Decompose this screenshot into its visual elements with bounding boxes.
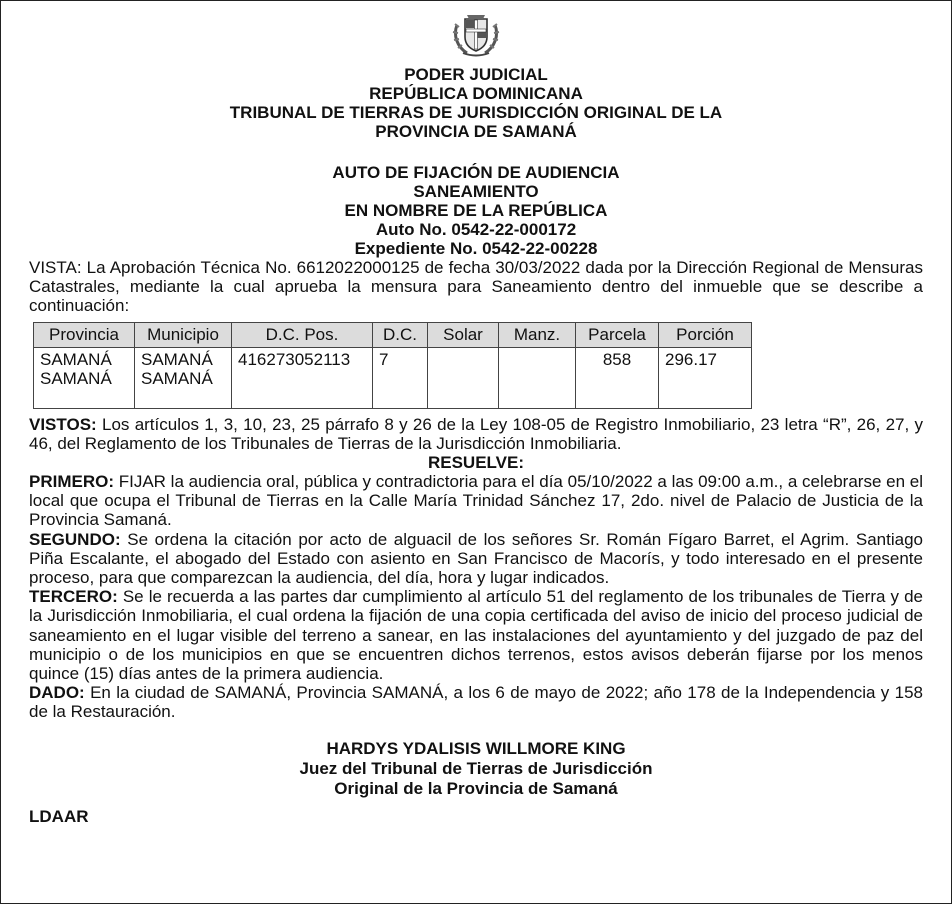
vistos-paragraph <box>29 415 923 453</box>
dado-text: En la ciudad de SAMANÁ, Provincia SAMANÁ, a los 6 de mayo de 2022; año 178 de la Independencia y 158 de la Restauración. <box>29 683 923 722</box>
cell-parcela: 858 <box>576 347 659 408</box>
tercero-paragraph <box>29 587 923 683</box>
judge-role-line-2: Original de la Provincia de Samaná <box>334 778 618 798</box>
vistos-text: Los artículos 1, 3, 10, 23, 25 párrafo 8 y 26 de la Ley 108-05 de Registro Inmobiliario, 23 letra “R”, 26, 27, y 46, del Reglamento de los Tribunales de Tierras de la Jurisdicción Inmobiliaria. <box>29 414 923 453</box>
title-line-3: EN NOMBRE DE LA REPÚBLICA <box>344 201 608 220</box>
col-header: Manz. <box>499 322 576 347</box>
signature-block <box>29 739 923 799</box>
segundo-paragraph <box>29 530 923 588</box>
parcel-table <box>33 322 752 409</box>
title-line-1: AUTO DE FIJACIÓN DE AUDIENCIA <box>332 163 620 182</box>
segundo-label: SEGUNDO: <box>29 529 121 549</box>
cell-text: SAMANÁ <box>40 349 112 369</box>
seal-container <box>29 1 923 61</box>
coat-of-arms-icon <box>451 11 501 57</box>
vistos-label: VISTOS: <box>29 414 97 434</box>
table-row <box>34 347 752 408</box>
judge-role-line-1: Juez del Tribunal de Tierras de Jurisdicción <box>299 758 653 778</box>
primero-text: FIJAR la audiencia oral, pública y contradictoria para el día 05/10/2022 a las 09:00 a.m., a celebrarse en el local que ocupa el Tribunal de Tierras en la Calle María Trinidad Sánchez 17, 2do. nivel de Palacio de Justicia de la Provincia Samaná. <box>29 472 923 530</box>
judge-name: HARDYS YDALISIS WILLMORE KING <box>326 738 626 758</box>
cell-text: SAMANÁ <box>40 368 112 388</box>
vista-paragraph: VISTA: La Aprobación Técnica No. 6612022000125 de fecha 30/03/2022 dada por la Dirección Regional de Mensuras Catastrales, mediante la cual aprueba la mensura para Saneamiento dentro del inmueble que se describe a continuación: <box>29 258 923 316</box>
primero-paragraph <box>29 472 923 530</box>
cell-manz <box>499 347 576 408</box>
col-header: D.C. Pos. <box>232 322 373 347</box>
col-header: Parcela <box>576 322 659 347</box>
segundo-text: Se ordena la citación por acto de alguacil de los señores Sr. Román Fígaro Barret, el Agrim. Santiago Piña Escalante, el abogado del Estado con asiento en San Francisco de Macorís, y todo interesado en el presente proceso, para que comparezcan la audiencia, del día, hora y lugar indicados. <box>29 529 923 588</box>
col-header: Municipio <box>135 322 232 347</box>
tercero-label: TERCERO: <box>29 587 118 607</box>
primero-label: PRIMERO: <box>29 472 114 492</box>
col-header: Provincia <box>34 322 135 347</box>
header-line-4: PROVINCIA DE SAMANÁ <box>375 122 577 141</box>
header-line-2: REPÚBLICA DOMINICANA <box>369 84 583 103</box>
header-line-1: PODER JUDICIAL <box>404 65 548 84</box>
cell-provincia <box>34 347 135 408</box>
col-header: Porción <box>659 322 752 347</box>
dado-label: DADO: <box>29 683 85 703</box>
cell-text: SAMANÁ <box>141 349 213 369</box>
expediente-number: Expediente No. 0542-22-00228 <box>354 239 598 258</box>
cell-solar <box>428 347 499 408</box>
title-line-2: SANEAMIENTO <box>413 182 539 201</box>
cell-municipio <box>135 347 232 408</box>
cell-dc-pos: 416273052113 <box>232 347 373 408</box>
col-header: D.C. <box>373 322 428 347</box>
cell-text: SAMANÁ <box>141 368 213 388</box>
dado-paragraph <box>29 683 923 721</box>
initials: LDAAR <box>29 806 89 826</box>
resuelve-heading: RESUELVE: <box>427 453 525 473</box>
table-header-row <box>34 322 752 347</box>
header-line-3: TRIBUNAL DE TIERRAS DE JURISDICCIÓN ORIGINAL DE LA <box>229 103 723 122</box>
court-header <box>29 65 923 141</box>
document-title <box>29 163 923 258</box>
cell-dc: 7 <box>373 347 428 408</box>
cell-porcion: 296.17 <box>659 347 752 408</box>
col-header: Solar <box>428 322 499 347</box>
auto-number: Auto No. 0542-22-000172 <box>375 220 577 239</box>
tercero-text: Se le recuerda a las partes dar cumplimiento al artículo 51 del reglamento de los tribunales de Tierra y de la Jurisdicción Inmobiliaria, el cual ordena la fijación de una copia certificada del aviso de inicio del proceso judicial de saneamiento en el lugar visible del terreno a sanear, en las instalaciones del ayuntamiento y del juzgado de paz del municipio o de los municipios en que se encuentren dichos terrenos, estos avisos deberán fijarse por los menos quince (15) días antes de la primera audiencia. <box>29 587 923 684</box>
